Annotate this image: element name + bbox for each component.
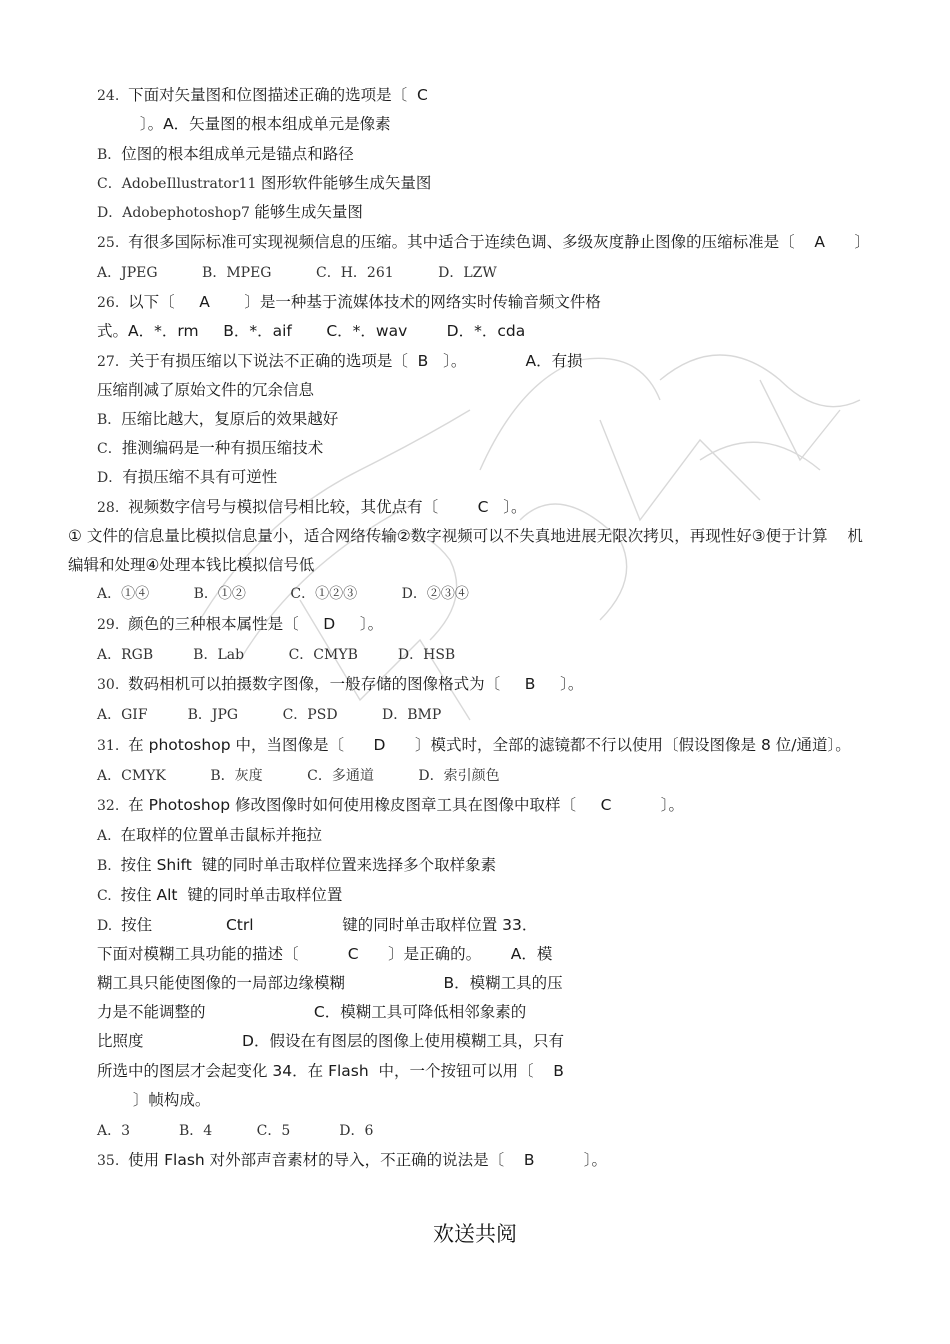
line-text: 按住 Shift 键的同时单击取样位置来选择多个取样象素: [120, 856, 497, 874]
line-text: 图形软件能够生成矢量图: [260, 174, 432, 192]
line-prefix: 25.: [97, 235, 129, 251]
line-text: 在 photoshop 中，当图像是〔 D 〕模式时，全部的滤镜都不行以使用〔假设图像是 8 位/通道〕。: [128, 736, 851, 754]
line-text: 糊工具只能使图像的一局部边缘模糊 B．模糊工具的压: [97, 974, 563, 992]
line-prefix: 35.: [97, 1153, 129, 1169]
text-line: [97, 1061, 564, 1082]
text-line: [68, 555, 314, 576]
line-prefix: [115, 1093, 133, 1109]
text-line: [97, 944, 552, 965]
line-text: ① 文件的信息量比模拟信息量小，适合网络传输②数字视频可以不失真地进展无限次拷贝，再现性好③便于计算 机: [68, 527, 863, 545]
line-text: 能够生成矢量图: [254, 203, 363, 221]
line-prefix: A．GIF B．JPG C．PSD D．BMP: [97, 707, 442, 723]
line-text: 在取样的位置单击鼠标并拖拉: [120, 826, 322, 844]
text-line: [115, 1090, 210, 1111]
text-line: [97, 232, 870, 253]
line-text: 有损压缩不具有可逆性: [122, 468, 278, 486]
text-line: [97, 795, 684, 816]
line-prefix: B．: [97, 147, 122, 163]
line-text: 〕。A．矢量图的根本组成单元是像素: [139, 115, 391, 133]
text-line: [97, 380, 314, 401]
text-line: [97, 292, 601, 313]
line-prefix: B．: [97, 412, 122, 428]
text-line: [97, 1150, 607, 1171]
line-prefix: D．Adobephotoshop7: [97, 205, 255, 221]
line-prefix: 32.: [97, 798, 129, 814]
line-text: 压缩削减了原始文件的冗余信息: [97, 381, 315, 399]
line-prefix: A．CMYK B．灰度 C．多通道 D．索引颜色: [97, 768, 500, 784]
text-line: [97, 915, 537, 936]
text-line: [122, 114, 391, 135]
line-prefix: A．①④ B．①② C．①②③ D．②③④: [97, 586, 469, 602]
text-line: [97, 674, 583, 695]
text-line: [97, 144, 354, 165]
line-text: 视频数字信号与模拟信号相比较，其优点有〔 C 〕。: [128, 498, 527, 516]
line-text: 下面对矢量图和位图描述正确的选项是〔 C: [128, 86, 428, 104]
text-line: [97, 855, 496, 876]
footer-text: 欢送共阅: [433, 1222, 517, 1246]
line-prefix: [122, 117, 140, 133]
line-text: 数码相机可以拍摄数字图像，一般存储的图像格式为〔 B 〕。: [128, 675, 584, 693]
text-line: [97, 973, 563, 994]
text-line: [97, 704, 441, 725]
line-prefix: D.: [97, 918, 122, 934]
line-prefix: 26.: [97, 295, 129, 311]
line-prefix: C.: [97, 888, 121, 904]
line-text: 所选中的图层才会起变化 34．在 Flash 中，一个按钮可以用〔 B: [97, 1062, 564, 1080]
line-text: 编辑和处理④处理本钱比模拟信号低: [68, 556, 315, 574]
line-prefix: 31.: [97, 738, 129, 754]
text-line: [97, 467, 277, 488]
line-prefix: A.: [97, 828, 121, 844]
line-text: 有很多国际标准可实现视频信息的压缩。其中适合于连续色调、多级灰度静止图像的压缩标准是〔 A 〕: [128, 233, 871, 251]
line-prefix: A．JPEG B．MPEG C．H．261 D．LZW: [97, 265, 497, 281]
line-prefix: D．: [97, 470, 123, 486]
text-line: [97, 885, 342, 906]
line-text: 关于有损压缩以下说法不正确的选项是〔 B 〕。 A．有损: [128, 352, 583, 370]
line-text: 位图的根本组成单元是锚点和路径: [121, 145, 354, 163]
text-line: [97, 644, 455, 665]
line-text: 在 Photoshop 修改图像时如何使用橡皮图章工具在图像中取样〔 C 〕。: [128, 796, 684, 814]
line-prefix: 29.: [97, 617, 129, 633]
line-text: 颜色的三种根本属性是〔 D 〕。: [128, 615, 384, 633]
line-prefix: A．RGB B．Lab C．CMYB D．HSB: [97, 647, 456, 663]
text-line: [97, 583, 469, 604]
text-line: [68, 526, 863, 547]
line-prefix: C．AdobeIllustrator11: [97, 176, 261, 192]
text-line: [97, 85, 428, 106]
line-text: 压缩比越大，复原后的效果越好: [121, 410, 339, 428]
line-text: 按住 Ctrl 键的同时单击取样位置 33．: [121, 916, 538, 934]
text-line: [97, 173, 431, 194]
line-text: 〕帧构成。: [132, 1091, 211, 1109]
line-prefix: 27．: [97, 354, 129, 370]
text-line: [97, 735, 851, 756]
line-text: 下面对模糊工具功能的描述〔 C 〕是正确的。 A．模: [97, 945, 553, 963]
text-line: [97, 202, 363, 223]
text-line: [97, 1002, 526, 1023]
line-prefix: 24.: [97, 88, 129, 104]
text-line: [97, 438, 323, 459]
line-text: 比照度 D．假设在有图层的图像上使用模糊工具，只有: [97, 1032, 564, 1050]
text-line: [97, 321, 525, 342]
line-prefix: C．: [97, 441, 122, 457]
line-prefix: 28.: [97, 500, 129, 516]
text-line: [97, 409, 338, 430]
line-text: 使用 Flash 对外部声音素材的导入，不正确的说法是〔 B 〕。: [128, 1151, 608, 1169]
line-text: 推测编码是一种有损压缩技术: [121, 439, 324, 457]
line-prefix: 30.: [97, 677, 129, 693]
text-line: [97, 497, 526, 518]
text-line: [97, 351, 583, 372]
text-line: [97, 765, 500, 786]
text-line: [97, 262, 497, 283]
line-prefix: A．3 B．4 C．5 D．6: [97, 1123, 374, 1139]
text-line: [97, 614, 383, 635]
line-text: 力是不能调整的 C．模糊工具可降低相邻象素的: [97, 1003, 527, 1021]
text-line: [97, 1120, 373, 1141]
line-prefix: B.: [97, 858, 121, 874]
line-text: 式。A．*．rm B．*．aif C．*．wav D．*．cda: [97, 322, 526, 340]
line-text: 以下〔 A 〕是一种基于流媒体技术的网络实时传输音频文件格: [128, 293, 601, 311]
text-line: [97, 825, 322, 846]
line-text: 按住 Alt 键的同时单击取样位置: [120, 886, 343, 904]
text-line: [97, 1031, 564, 1052]
